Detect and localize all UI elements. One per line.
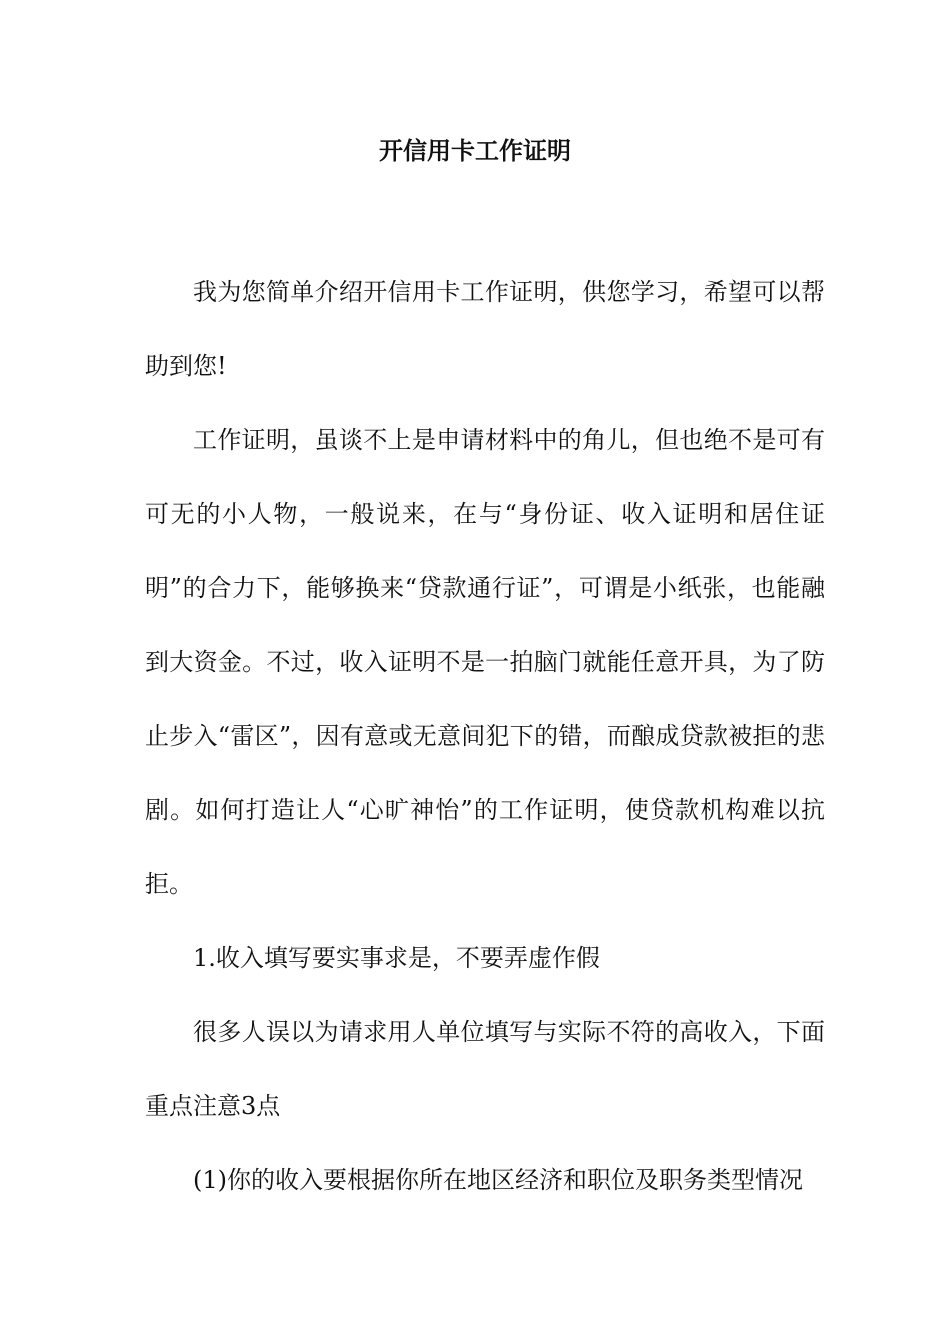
document-title: 开信用卡工作证明	[379, 137, 571, 165]
paragraph-point-1: (1)你的收入要根据你所在地区经济和职位及职务类型情况	[193, 1166, 803, 1194]
document-body	[145, 255, 825, 1217]
paragraph-intro: 我为您简单介绍开信用卡工作证明，供您学习，希望可以帮助到您!	[145, 278, 825, 380]
paragraph-heading-income: 1.收入填写要实事求是，不要弄虚作假	[193, 944, 600, 972]
paragraph-work-certificate: 工作证明，虽谈不上是申请材料中的角儿，但也绝不是可有可无的小人物，一般说来，在与“身份证、收入证明和居住证明”的合力下，能够换来“贷款通行证”，可谓是小纸张，也能融到大资金。不过，收入证明不是一拍脑门就能任意开具，为了防止步入“雷区”，因有意或无意间犯下的错，而酿成贷款被拒的悲剧。如何打造让人“心旷神怡”的工作证明，使贷款机构难以抗拒。	[145, 426, 825, 898]
paragraph-notes: 很多人误以为请求用人单位填写与实际不符的高收入，下面重点注意3点	[145, 1018, 825, 1120]
